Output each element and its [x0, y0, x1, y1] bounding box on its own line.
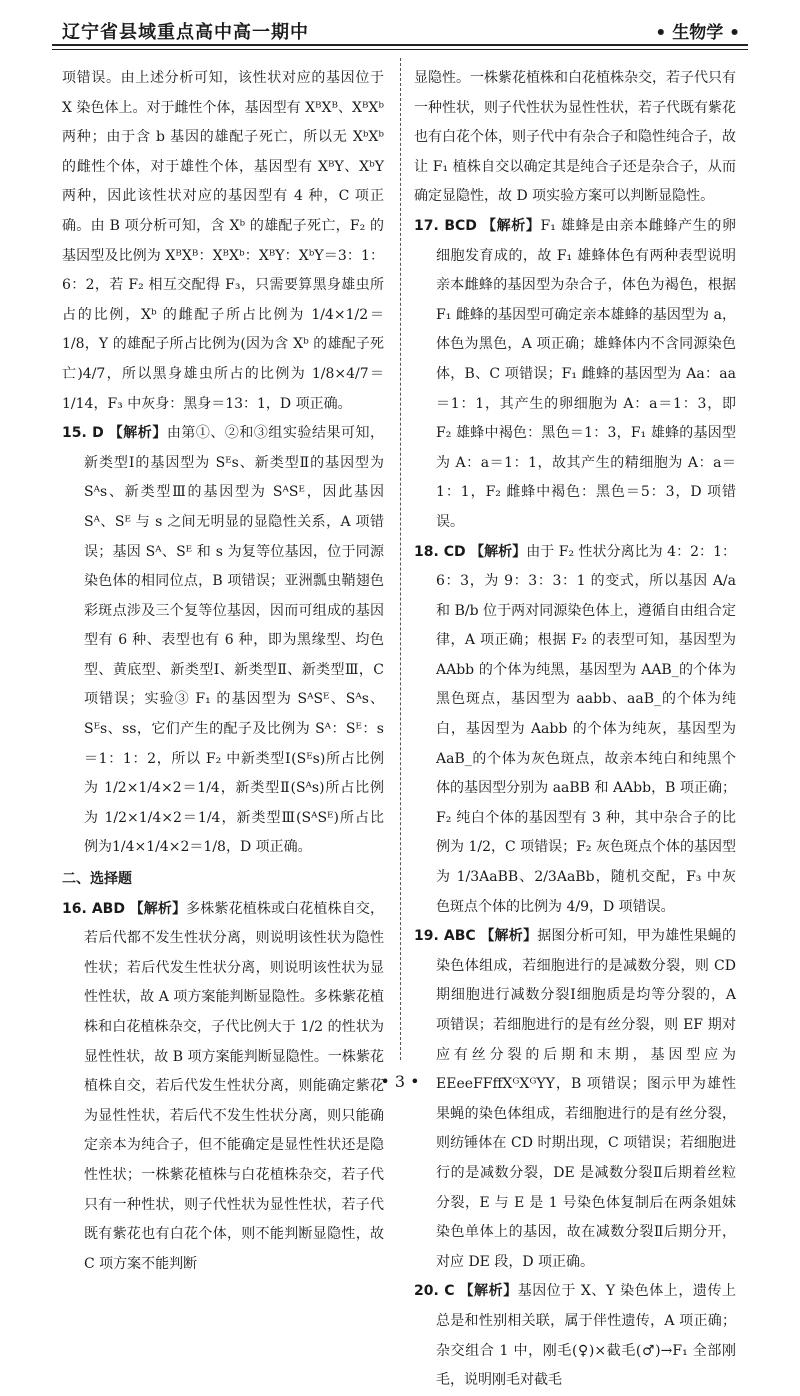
answer-18-number: 18. CD [414, 543, 466, 560]
answer-19-number: 19. ABC [414, 928, 476, 945]
answer-19-tag: 【解析】 [480, 928, 538, 945]
answer-20-tag: 【解析】 [459, 1283, 518, 1300]
answer-20-text: 基因位于 X、Y 染色体上，遗传上总是和性别相关联，属于伴性遗传，A 项正确；杂交组合 1 中，刚毛(♀)×截毛(♂)→F₁ 全部刚毛，说明刚毛对截毛 [436, 1283, 736, 1389]
exam-title: 辽宁省县域重点高中高一期中 [62, 22, 309, 43]
answer-20-number: 20. C [414, 1283, 455, 1300]
answer-17-tag: 【解析】 [481, 217, 541, 234]
answer-17-text: F₁ 雄蜂是由亲本雌蜂产生的卵细胞发育成的，故 F₁ 雄蜂体色有两种表型说明亲本雌蜂的基因型为杂合子，体色为褐色，根据 F₁ 雌蜂的基因型可确定亲本雄蜂的基因型为 a，体色为黑色，A 项正确；雄蜂体内不含同源染色体，B、C 项错误；F₁ 雌蜂的基因型为 Aa：aa＝1：1，其产生的卵细胞为 A：a＝1：3，即 F₂ 雄蜂中褐色：黑色＝1：3，F₁ 雄蜂的基因型为 A：a＝1：1，故其产生的精细胞为 A：a＝1：1，F₂ 雌蜂中褐色：黑色＝5：3，D 项错误。 [436, 217, 736, 530]
answer-19 [414, 922, 736, 1277]
answer-20 [414, 1277, 736, 1395]
subject-label: • 生物学 • [655, 23, 740, 43]
answer-18 [414, 538, 736, 923]
q14-continuation: 项错误。由上述分析可知，该性状对应的基因位于 X 染色体上。对于雌性个体，基因型有 XᴮXᴮ、XᴮXᵇ 两种；由于含 b 基因的雄配子死亡，所以无 XᵇXᵇ 的雌性个体，对于雄性个体，基因型有 XᴮY、XᵇY 两种，因此该性状对应的基因型有 4 种，C 项正确。由 B 项分析可知，含 Xᵇ 的雄配子死亡，F₂ 的基因型及比例为 XᴮXᴮ：XᴮXᵇ：XᴮY：XᵇY＝3：1：6：2，若 F₂ 相互交配得 F₃，只需要算黑身雄虫所占的比例，Xᵇ 的雌配子所占比例为 1/4×1/2＝1/8，Y 的雄配子所占比例为(因为含 Xᵇ 的雄配子死亡)4/7，所以黑身雄虫所占的比例为 1/8×4/7＝1/14，F₃ 中灰身：黑身＝13：1，D 项正确。 [62, 70, 384, 412]
answer-16-number: 16. ABD [62, 900, 125, 917]
answer-19-text: 据图分析可知，甲为雄性果蝇的染色体组成，若细胞进行的是减数分裂，则 CD 期细胞进行减数分裂Ⅰ细胞质是均等分裂的，A 项错误；若细胞进行的是有丝分裂，则 EF 期对应有丝分裂的后期和末期，基因型应为 EEeeFFffXᴳXᴳYY，B 项错误；图示甲为雄性果蝇的染色体组成，若细胞进行的是有丝分裂，则纺锤体在 CD 时期出现，C 项错误；若细胞进行的是减数分裂，DE 是减数分裂Ⅱ后期着丝粒分裂，E 与 E 是 1 号染色体复制后在两条姐妹染色单体上的基因，故在减数分裂Ⅱ后期分开，对应 DE 段，D 项正确。 [436, 928, 736, 1270]
answer-15-text: 由第①、②和③组实验结果可知，新类型Ⅰ的基因型为 Sᴱs、新类型Ⅱ的基因型为 Sᴬs、新类型Ⅲ的基因型为 SᴬSᴱ，因此基因 Sᴬ、Sᴱ 与 s 之间无明显的显隐性关系，A 项错误；基因 Sᴬ、Sᴱ 和 s 为复等位基因，位于同源染色体的相同位点，B 项错误；亚洲瓢虫鞘翅色彩斑点涉及三个复等位基因，因而可组成的基因型有 6 种、表型也有 6 种，即为黑缘型、均色型、黄底型、新类型Ⅰ、新类型Ⅱ、新类型Ⅲ，C 项错误；实验③ F₁ 的基因型为 SᴬSᴱ、Sᴬs、Sᴱs、ss，它们产生的配子及比例为 Sᴬ：Sᴱ：s＝1：1：2，所以 F₂ 中新类型Ⅰ(Sᴱs)所占比例为 1/2×1/4×2＝1/4，新类型Ⅱ(Sᴬs)所占比例为 1/2×1/4×2＝1/4，新类型Ⅲ(SᴬSᴱ)所占比例为1/4×1/4×2＝1/8，D 项正确。 [84, 425, 385, 856]
header-rule-thin [52, 49, 748, 50]
answer-15 [62, 419, 384, 863]
answer-18-text: 由于 F₂ 性状分离比为 4：2：1：6：3，为 9：3：3：1 的变式，所以基因 A/a 和 B/b 位于两对同源染色体上，遵循自由组合定律，A 项正确；根据 F₂ 的表型可知，基因型为 AAbb 的个体为纯黑，基因型为 AAB_的个体为黑色斑点，基因型为 aabb、aaB_的个体为纯白，基因型为 Aabb 的个体为纯灰，基因型为 AaB_的个体为灰色斑点，故亲本纯白和纯黑个体的基因型分别为 aaBB 和 AAbb，B 项正确；F₂ 纯白个体的基因型有 3 种，其中杂合子的比例为 1/2，C 项错误；F₂ 灰色斑点个体的基因型为 1/3AaBB、2/3AaBb，随机交配，F₃ 中灰色斑点个体的比例为 4/9，D 项错误。 [436, 543, 737, 915]
q16-continuation: 显隐性。一株紫花植株和白花植株杂交，若子代只有一种性状，则子代性状为显性性状，若子代既有紫花也有白花个体，则子代中有杂合子和隐性纯合子，故让 F₁ 植株自交以确定其是纯合子还是杂合子，从而确定显隐性，故 D 项实验方案可以判断显隐性。 [414, 70, 736, 205]
header-rule-thick [52, 44, 748, 46]
answer-16-tag: 【解析】 [129, 900, 187, 917]
page-number: • 3 • [380, 1072, 420, 1091]
answer-15-tag: 【解析】 [108, 425, 167, 442]
answer-17-number: 17. BCD [414, 217, 477, 234]
answer-16-text: 多株紫花植株或白花植株自交，若后代都不发生性状分离，则说明该性状为隐性性状；若后代发生性状分离，则说明该性状为显性性状，故 A 项方案能判断显隐性。多株紫花植株和白花植株杂交，子代比例大于 1/2 的性状为显性性状，故 B 项方案能判断显隐性。一株紫花植株自交，若后代发生性状分离，则能确定紫花为显性性状，若后代不发生性状分离，则只能确定亲本为纯合子，但不能确定是显性性状还是隐性性状；一株紫花植株与白花植株杂交，若子代只有一种性状，则子代性状为显性性状，若子代既有紫花也有白花个体，则不能判断显隐性，故 C 项方案不能判断 [84, 900, 385, 1272]
section-heading: 二、选择题 [62, 871, 132, 888]
column-divider [400, 58, 401, 1060]
answer-15-number: 15. D [62, 425, 104, 442]
answer-18-tag: 【解析】 [470, 543, 527, 560]
answer-17 [414, 212, 736, 538]
right-column [414, 64, 736, 1396]
left-column [62, 64, 384, 1279]
page-header [52, 14, 748, 44]
